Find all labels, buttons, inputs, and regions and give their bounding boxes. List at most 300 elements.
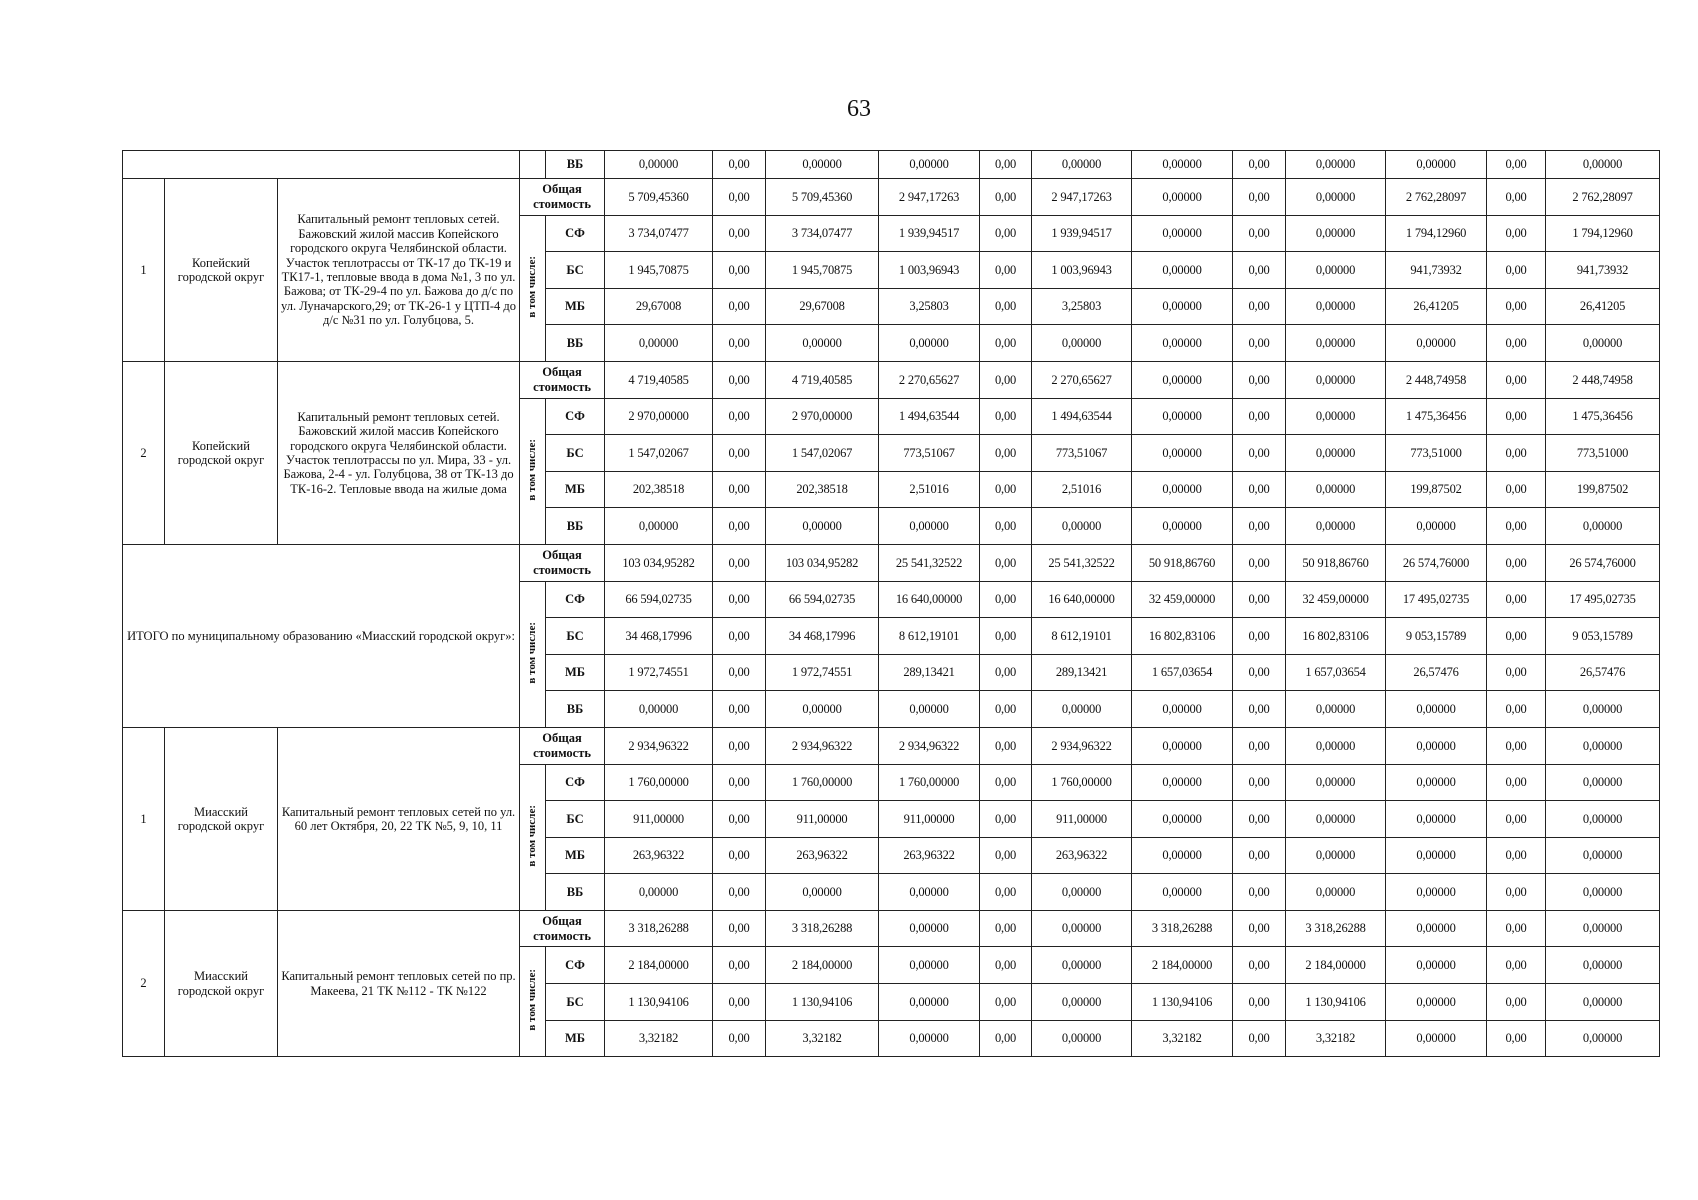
value-cell: 0,00 bbox=[1233, 215, 1286, 252]
value-cell: 2 947,17263 bbox=[879, 179, 980, 216]
funding-table bbox=[122, 150, 1660, 1057]
value-cell: 0,00 bbox=[1487, 398, 1546, 435]
value-cell: 0,00000 bbox=[1132, 471, 1233, 508]
value-cell: 0,00 bbox=[1233, 471, 1286, 508]
value-cell: 0,00 bbox=[1233, 1020, 1286, 1057]
value-cell: 2 934,96322 bbox=[766, 727, 879, 764]
in-that-number-label bbox=[520, 215, 546, 361]
value-cell: 0,00000 bbox=[1546, 837, 1660, 874]
value-cell: 0,00 bbox=[980, 874, 1032, 911]
value-cell: 0,00 bbox=[1233, 398, 1286, 435]
source-cell: МБ bbox=[546, 837, 605, 874]
value-cell: 0,00 bbox=[1233, 435, 1286, 472]
value-cell: 0,00 bbox=[1487, 581, 1546, 618]
value-cell: 0,00000 bbox=[1286, 471, 1386, 508]
value-cell: 1 945,70875 bbox=[766, 252, 879, 289]
source-cell: СФ bbox=[546, 947, 605, 984]
value-cell: 0,00 bbox=[980, 581, 1032, 618]
value-cell: 773,51000 bbox=[1546, 435, 1660, 472]
in-that-number-label bbox=[520, 581, 546, 727]
value-cell: 0,00 bbox=[1233, 179, 1286, 216]
value-cell: 9 053,15789 bbox=[1546, 618, 1660, 655]
value-cell: 773,51067 bbox=[879, 435, 980, 472]
municipality: Миасский городской округ bbox=[165, 910, 278, 1056]
value-cell: 0,00000 bbox=[605, 151, 713, 179]
value-cell: 2 934,96322 bbox=[1032, 727, 1132, 764]
value-cell: 0,00 bbox=[1487, 801, 1546, 838]
project-description: Капитальный ремонт тепловых сетей. Бажовский жилой массив Копейского городского округа Челябинской области. Участок теплотрассы по ул. Мира, 33 - ул. Бажова, 2-4 - ул. Голубцова, 38 от ТК-13 до ТК-16-2. Тепловые ввода на жилые дома bbox=[278, 361, 520, 544]
project-description: Капитальный ремонт тепловых сетей по пр. Макеева, 21 ТК №112 - ТК №122 bbox=[278, 910, 520, 1056]
value-cell: 289,13421 bbox=[1032, 654, 1132, 691]
value-cell: 0,00 bbox=[1487, 764, 1546, 801]
value-cell: 1 547,02067 bbox=[605, 435, 713, 472]
value-cell: 1 003,96943 bbox=[1032, 252, 1132, 289]
value-cell: 0,00 bbox=[1487, 361, 1546, 398]
value-cell: 0,00000 bbox=[1286, 435, 1386, 472]
value-cell: 0,00000 bbox=[1386, 764, 1487, 801]
source-cell: СФ bbox=[546, 581, 605, 618]
value-cell: 0,00 bbox=[1233, 508, 1286, 545]
value-cell: 5 709,45360 bbox=[766, 179, 879, 216]
value-cell: 103 034,95282 bbox=[766, 544, 879, 581]
value-cell: 0,00000 bbox=[879, 325, 980, 362]
value-cell: 0,00 bbox=[713, 435, 766, 472]
source-cell: МБ bbox=[546, 288, 605, 325]
value-cell: 0,00000 bbox=[1132, 508, 1233, 545]
value-cell: 0,00000 bbox=[1286, 215, 1386, 252]
value-cell: 29,67008 bbox=[605, 288, 713, 325]
value-cell: 2 934,96322 bbox=[879, 727, 980, 764]
value-cell: 1 657,03654 bbox=[1132, 654, 1233, 691]
value-cell: 3,32182 bbox=[766, 1020, 879, 1057]
value-cell: 0,00000 bbox=[1032, 325, 1132, 362]
value-cell: 2 184,00000 bbox=[766, 947, 879, 984]
value-cell: 50 918,86760 bbox=[1286, 544, 1386, 581]
value-cell: 1 547,02067 bbox=[766, 435, 879, 472]
value-cell: 26,57476 bbox=[1546, 654, 1660, 691]
value-cell: 0,00 bbox=[1233, 151, 1286, 179]
value-cell: 0,00 bbox=[980, 215, 1032, 252]
value-cell: 0,00000 bbox=[879, 947, 980, 984]
value-cell: 0,00000 bbox=[766, 325, 879, 362]
value-cell: 911,00000 bbox=[879, 801, 980, 838]
value-cell: 25 541,32522 bbox=[1032, 544, 1132, 581]
value-cell: 5 709,45360 bbox=[605, 179, 713, 216]
value-cell: 3,25803 bbox=[879, 288, 980, 325]
value-cell: 0,00000 bbox=[1132, 398, 1233, 435]
value-cell: 0,00 bbox=[980, 398, 1032, 435]
value-cell: 1 972,74551 bbox=[605, 654, 713, 691]
value-cell: 3 734,07477 bbox=[766, 215, 879, 252]
value-cell: 0,00 bbox=[1487, 618, 1546, 655]
value-cell: 941,73932 bbox=[1386, 252, 1487, 289]
value-cell: 0,00000 bbox=[1032, 984, 1132, 1021]
value-cell: 0,00000 bbox=[1286, 179, 1386, 216]
total-label: ИТОГО по муниципальному образованию «Миасский городской округ»: bbox=[123, 544, 520, 727]
value-cell: 0,00 bbox=[1233, 654, 1286, 691]
value-cell: 0,00 bbox=[980, 288, 1032, 325]
value-cell: 0,00 bbox=[1487, 288, 1546, 325]
value-cell: 0,00000 bbox=[879, 984, 980, 1021]
value-cell: 1 760,00000 bbox=[766, 764, 879, 801]
source-cell: МБ bbox=[546, 1020, 605, 1057]
value-cell: 0,00 bbox=[1487, 325, 1546, 362]
value-cell: 0,00 bbox=[980, 544, 1032, 581]
value-cell: 0,00 bbox=[713, 764, 766, 801]
value-cell: 0,00000 bbox=[1286, 325, 1386, 362]
value-cell: 0,00 bbox=[713, 874, 766, 911]
value-cell: 1 475,36456 bbox=[1386, 398, 1487, 435]
value-cell: 0,00 bbox=[980, 691, 1032, 728]
value-cell: 0,00 bbox=[980, 984, 1032, 1021]
value-cell: 0,00 bbox=[1233, 764, 1286, 801]
value-cell: 1 657,03654 bbox=[1286, 654, 1386, 691]
value-cell: 2 970,00000 bbox=[605, 398, 713, 435]
value-cell: 66 594,02735 bbox=[605, 581, 713, 618]
rotated-label-cell bbox=[520, 151, 546, 179]
value-cell: 0,00000 bbox=[1286, 151, 1386, 179]
value-cell: 0,00000 bbox=[1132, 252, 1233, 289]
source-cell: БС bbox=[546, 984, 605, 1021]
source-cell: ВБ bbox=[546, 691, 605, 728]
value-cell: 1 760,00000 bbox=[879, 764, 980, 801]
value-cell: 3,25803 bbox=[1032, 288, 1132, 325]
value-cell: 0,00000 bbox=[879, 151, 980, 179]
value-cell: 0,00 bbox=[713, 471, 766, 508]
value-cell: 3 318,26288 bbox=[1286, 910, 1386, 947]
source-cell: СФ bbox=[546, 398, 605, 435]
value-cell: 34 468,17996 bbox=[605, 618, 713, 655]
value-cell: 0,00 bbox=[1233, 874, 1286, 911]
value-cell: 0,00 bbox=[713, 215, 766, 252]
value-cell: 26 574,76000 bbox=[1386, 544, 1487, 581]
value-cell: 0,00 bbox=[713, 837, 766, 874]
value-cell: 0,00 bbox=[1487, 471, 1546, 508]
value-cell: 0,00000 bbox=[1032, 874, 1132, 911]
value-cell: 263,96322 bbox=[605, 837, 713, 874]
value-cell: 0,00 bbox=[980, 435, 1032, 472]
value-cell: 0,00000 bbox=[1132, 837, 1233, 874]
in-that-number-label bbox=[520, 947, 546, 1057]
value-cell: 0,00 bbox=[1487, 984, 1546, 1021]
value-cell: 0,00000 bbox=[766, 151, 879, 179]
value-cell: 2 762,28097 bbox=[1546, 179, 1660, 216]
value-cell: 0,00000 bbox=[1386, 874, 1487, 911]
value-cell: 2,51016 bbox=[1032, 471, 1132, 508]
value-cell: 0,00000 bbox=[1546, 910, 1660, 947]
value-cell: 263,96322 bbox=[1032, 837, 1132, 874]
value-cell: 0,00 bbox=[713, 691, 766, 728]
value-cell: 1 130,94106 bbox=[1286, 984, 1386, 1021]
value-cell: 0,00000 bbox=[1132, 151, 1233, 179]
value-cell: 0,00000 bbox=[1132, 215, 1233, 252]
source-cell: БС bbox=[546, 801, 605, 838]
value-cell: 0,00 bbox=[1233, 618, 1286, 655]
value-cell: 2 270,65627 bbox=[1032, 361, 1132, 398]
value-cell: 0,00000 bbox=[1546, 325, 1660, 362]
source-cell: БС bbox=[546, 435, 605, 472]
value-cell: 0,00000 bbox=[1286, 764, 1386, 801]
value-cell: 0,00 bbox=[713, 325, 766, 362]
value-cell: 0,00 bbox=[980, 727, 1032, 764]
value-cell: 0,00 bbox=[713, 947, 766, 984]
value-cell: 3 734,07477 bbox=[605, 215, 713, 252]
value-cell: 2 970,00000 bbox=[766, 398, 879, 435]
value-cell: 29,67008 bbox=[766, 288, 879, 325]
value-cell: 0,00000 bbox=[766, 874, 879, 911]
value-cell: 0,00000 bbox=[1032, 151, 1132, 179]
table-row bbox=[123, 544, 1660, 581]
value-cell: 202,38518 bbox=[605, 471, 713, 508]
value-cell: 289,13421 bbox=[879, 654, 980, 691]
table-row bbox=[123, 910, 1660, 947]
value-cell: 0,00 bbox=[1233, 361, 1286, 398]
value-cell: 0,00 bbox=[980, 837, 1032, 874]
value-cell: 0,00 bbox=[713, 654, 766, 691]
value-cell: 0,00000 bbox=[1386, 325, 1487, 362]
value-cell: 0,00 bbox=[980, 151, 1032, 179]
in-that-number-text: в том числе: bbox=[526, 621, 539, 684]
value-cell: 0,00 bbox=[1487, 215, 1546, 252]
value-cell: 26,41205 bbox=[1386, 288, 1487, 325]
value-cell: 0,00 bbox=[713, 801, 766, 838]
value-cell: 4 719,40585 bbox=[605, 361, 713, 398]
value-cell: 0,00000 bbox=[1386, 984, 1487, 1021]
value-cell: 2 184,00000 bbox=[605, 947, 713, 984]
value-cell: 0,00 bbox=[1233, 984, 1286, 1021]
value-cell: 1 794,12960 bbox=[1546, 215, 1660, 252]
value-cell: 0,00000 bbox=[1286, 727, 1386, 764]
value-cell: 0,00000 bbox=[1546, 727, 1660, 764]
value-cell: 0,00000 bbox=[1132, 691, 1233, 728]
municipality: Копейский городской округ bbox=[165, 361, 278, 544]
total-cost-label: Общая стоимость bbox=[520, 179, 605, 216]
value-cell: 0,00000 bbox=[1132, 764, 1233, 801]
value-cell: 0,00 bbox=[980, 361, 1032, 398]
municipality: Копейский городской округ bbox=[165, 179, 278, 362]
value-cell: 0,00000 bbox=[1032, 947, 1132, 984]
value-cell: 0,00000 bbox=[1386, 508, 1487, 545]
value-cell: 0,00 bbox=[1233, 727, 1286, 764]
value-cell: 0,00000 bbox=[605, 874, 713, 911]
value-cell: 0,00000 bbox=[1286, 691, 1386, 728]
total-cost-label: Общая стоимость bbox=[520, 727, 605, 764]
value-cell: 0,00000 bbox=[879, 874, 980, 911]
value-cell: 0,00000 bbox=[1546, 691, 1660, 728]
value-cell: 1 003,96943 bbox=[879, 252, 980, 289]
in-that-number-label bbox=[520, 764, 546, 910]
source-cell: БС bbox=[546, 252, 605, 289]
source-cell: СФ bbox=[546, 764, 605, 801]
value-cell: 0,00000 bbox=[1286, 837, 1386, 874]
value-cell: 0,00000 bbox=[1286, 288, 1386, 325]
value-cell: 2 184,00000 bbox=[1286, 947, 1386, 984]
value-cell: 0,00 bbox=[1487, 874, 1546, 911]
value-cell: 1 475,36456 bbox=[1546, 398, 1660, 435]
value-cell: 2 184,00000 bbox=[1132, 947, 1233, 984]
value-cell: 0,00000 bbox=[1286, 508, 1386, 545]
value-cell: 0,00000 bbox=[1286, 252, 1386, 289]
value-cell: 26 574,76000 bbox=[1546, 544, 1660, 581]
item-index: 2 bbox=[123, 361, 165, 544]
value-cell: 0,00000 bbox=[879, 508, 980, 545]
value-cell: 2 448,74958 bbox=[1546, 361, 1660, 398]
in-that-number-text: в том числе: bbox=[526, 804, 539, 867]
value-cell: 0,00000 bbox=[1286, 398, 1386, 435]
continuation-cell bbox=[123, 151, 520, 179]
value-cell: 0,00 bbox=[1487, 179, 1546, 216]
value-cell: 0,00000 bbox=[1032, 508, 1132, 545]
value-cell: 66 594,02735 bbox=[766, 581, 879, 618]
value-cell: 3,32182 bbox=[605, 1020, 713, 1057]
value-cell: 199,87502 bbox=[1546, 471, 1660, 508]
value-cell: 0,00 bbox=[1233, 837, 1286, 874]
value-cell: 0,00000 bbox=[1546, 1020, 1660, 1057]
value-cell: 0,00 bbox=[713, 727, 766, 764]
in-that-number-text: в том числе: bbox=[526, 969, 539, 1031]
value-cell: 0,00000 bbox=[605, 691, 713, 728]
value-cell: 0,00000 bbox=[1546, 801, 1660, 838]
municipality: Миасский городской округ bbox=[165, 727, 278, 910]
value-cell: 0,00 bbox=[1487, 727, 1546, 764]
value-cell: 0,00 bbox=[713, 1020, 766, 1057]
project-description: Капитальный ремонт тепловых сетей по ул. 60 лет Октября, 20, 22 ТК №5, 9, 10, 11 bbox=[278, 727, 520, 910]
source-cell: ВБ bbox=[546, 151, 605, 179]
value-cell: 25 541,32522 bbox=[879, 544, 980, 581]
source-cell: МБ bbox=[546, 654, 605, 691]
value-cell: 0,00 bbox=[713, 361, 766, 398]
value-cell: 0,00000 bbox=[1132, 801, 1233, 838]
value-cell: 26,41205 bbox=[1546, 288, 1660, 325]
value-cell: 0,00 bbox=[980, 471, 1032, 508]
in-that-number-text: в том числе: bbox=[526, 255, 539, 318]
value-cell: 1 945,70875 bbox=[605, 252, 713, 289]
value-cell: 0,00 bbox=[1233, 544, 1286, 581]
table-row bbox=[123, 151, 1660, 179]
value-cell: 0,00000 bbox=[879, 1020, 980, 1057]
value-cell: 3 318,26288 bbox=[1132, 910, 1233, 947]
value-cell: 0,00000 bbox=[1132, 435, 1233, 472]
value-cell: 1 939,94517 bbox=[1032, 215, 1132, 252]
value-cell: 0,00 bbox=[980, 252, 1032, 289]
value-cell: 0,00000 bbox=[1546, 764, 1660, 801]
value-cell: 0,00000 bbox=[1386, 910, 1487, 947]
value-cell: 2,51016 bbox=[879, 471, 980, 508]
value-cell: 0,00000 bbox=[1132, 727, 1233, 764]
value-cell: 1 939,94517 bbox=[879, 215, 980, 252]
value-cell: 0,00 bbox=[1487, 508, 1546, 545]
value-cell: 0,00 bbox=[1487, 910, 1546, 947]
item-index: 1 bbox=[123, 179, 165, 362]
value-cell: 0,00 bbox=[980, 801, 1032, 838]
value-cell: 0,00000 bbox=[1132, 179, 1233, 216]
value-cell: 4 719,40585 bbox=[766, 361, 879, 398]
value-cell: 0,00 bbox=[713, 508, 766, 545]
value-cell: 0,00 bbox=[1487, 435, 1546, 472]
value-cell: 0,00000 bbox=[1032, 691, 1132, 728]
value-cell: 3,32182 bbox=[1286, 1020, 1386, 1057]
item-index: 1 bbox=[123, 727, 165, 910]
page-number: 63 bbox=[847, 96, 871, 122]
value-cell: 0,00000 bbox=[1286, 874, 1386, 911]
value-cell: 0,00000 bbox=[879, 691, 980, 728]
total-cost-label: Общая стоимость bbox=[520, 361, 605, 398]
value-cell: 0,00 bbox=[713, 288, 766, 325]
source-cell: СФ bbox=[546, 215, 605, 252]
value-cell: 0,00000 bbox=[1032, 1020, 1132, 1057]
value-cell: 0,00000 bbox=[1286, 361, 1386, 398]
source-cell: ВБ bbox=[546, 874, 605, 911]
value-cell: 0,00 bbox=[1233, 325, 1286, 362]
value-cell: 911,00000 bbox=[1032, 801, 1132, 838]
value-cell: 1 972,74551 bbox=[766, 654, 879, 691]
value-cell: 16 802,83106 bbox=[1132, 618, 1233, 655]
value-cell: 17 495,02735 bbox=[1386, 581, 1487, 618]
value-cell: 0,00 bbox=[1233, 581, 1286, 618]
value-cell: 0,00000 bbox=[605, 325, 713, 362]
value-cell: 0,00000 bbox=[1132, 874, 1233, 911]
value-cell: 0,00 bbox=[1487, 837, 1546, 874]
value-cell: 0,00 bbox=[980, 654, 1032, 691]
value-cell: 32 459,00000 bbox=[1132, 581, 1233, 618]
value-cell: 0,00 bbox=[713, 252, 766, 289]
project-description: Капитальный ремонт тепловых сетей. Бажовский жилой массив Копейского городского округа Челябинской области. Участок теплотрассы от ТК-17 до ТК-19 и ТК17-1, тепловые ввода в дома №1, 3 по ул. Бажова; от ТК-29-4 по ул. Бажова до д/с по ул. Луначарского,29; от ТК-26-1 у ЦТП-4 до д/с №31 по ул. Голубцова, 5. bbox=[278, 179, 520, 362]
value-cell: 0,00000 bbox=[766, 508, 879, 545]
value-cell: 2 947,17263 bbox=[1032, 179, 1132, 216]
value-cell: 16 802,83106 bbox=[1286, 618, 1386, 655]
value-cell: 32 459,00000 bbox=[1286, 581, 1386, 618]
value-cell: 0,00 bbox=[980, 947, 1032, 984]
value-cell: 0,00 bbox=[980, 179, 1032, 216]
value-cell: 0,00000 bbox=[1386, 837, 1487, 874]
value-cell: 0,00000 bbox=[1286, 801, 1386, 838]
source-cell: ВБ bbox=[546, 325, 605, 362]
value-cell: 0,00 bbox=[980, 910, 1032, 947]
source-cell: МБ bbox=[546, 471, 605, 508]
value-cell: 1 794,12960 bbox=[1386, 215, 1487, 252]
value-cell: 0,00000 bbox=[1132, 325, 1233, 362]
value-cell: 0,00 bbox=[1233, 801, 1286, 838]
value-cell: 0,00000 bbox=[1386, 947, 1487, 984]
value-cell: 773,51067 bbox=[1032, 435, 1132, 472]
value-cell: 0,00 bbox=[1487, 252, 1546, 289]
value-cell: 0,00000 bbox=[1386, 1020, 1487, 1057]
value-cell: 8 612,19101 bbox=[1032, 618, 1132, 655]
value-cell: 0,00 bbox=[713, 151, 766, 179]
value-cell: 0,00000 bbox=[1546, 508, 1660, 545]
value-cell: 0,00000 bbox=[1546, 984, 1660, 1021]
value-cell: 0,00 bbox=[980, 508, 1032, 545]
value-cell: 0,00 bbox=[713, 179, 766, 216]
value-cell: 0,00000 bbox=[1546, 874, 1660, 911]
table-row bbox=[123, 361, 1660, 398]
value-cell: 8 612,19101 bbox=[879, 618, 980, 655]
value-cell: 9 053,15789 bbox=[1386, 618, 1487, 655]
total-cost-label: Общая стоимость bbox=[520, 910, 605, 947]
value-cell: 0,00 bbox=[1233, 691, 1286, 728]
value-cell: 1 494,63544 bbox=[879, 398, 980, 435]
value-cell: 0,00 bbox=[713, 398, 766, 435]
value-cell: 0,00000 bbox=[879, 910, 980, 947]
value-cell: 1 130,94106 bbox=[605, 984, 713, 1021]
table-row bbox=[123, 727, 1660, 764]
value-cell: 0,00 bbox=[713, 618, 766, 655]
value-cell: 0,00000 bbox=[1132, 361, 1233, 398]
value-cell: 0,00 bbox=[1233, 288, 1286, 325]
value-cell: 1 760,00000 bbox=[1032, 764, 1132, 801]
value-cell: 0,00 bbox=[1487, 151, 1546, 179]
source-cell: ВБ bbox=[546, 508, 605, 545]
